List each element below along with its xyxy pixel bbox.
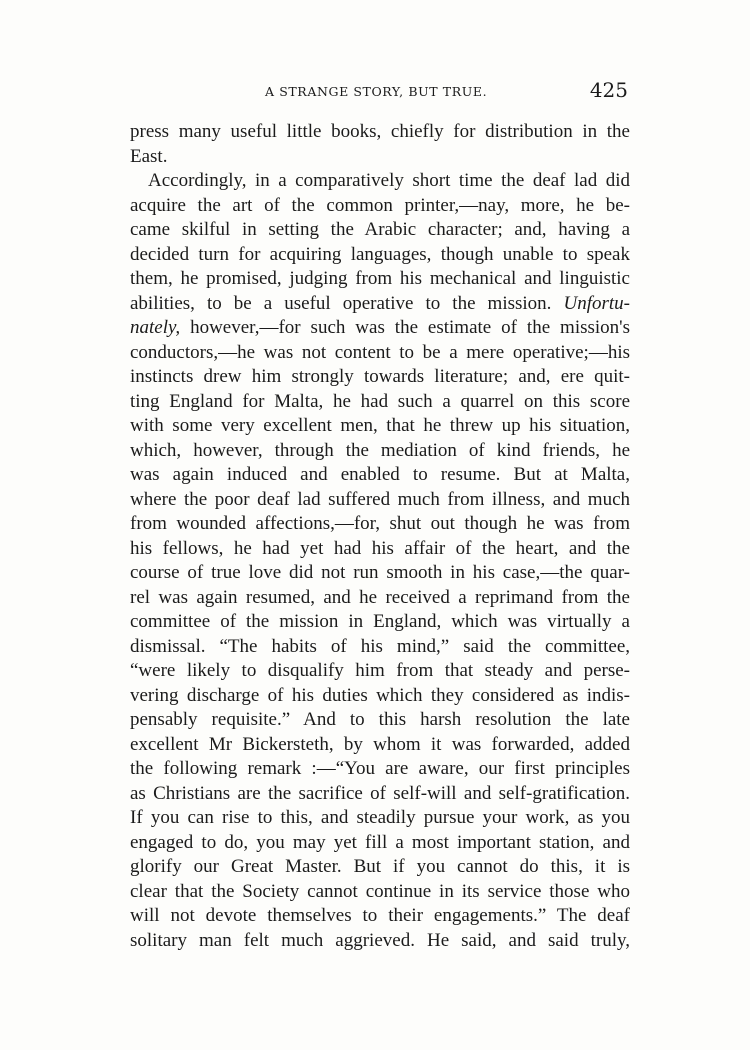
text-line xyxy=(130,684,630,709)
line-text: East. xyxy=(130,145,168,167)
line-text: ting England for Malta, he had such a quarrel on this score xyxy=(130,390,630,412)
line-text: them, he promised, judging from his mechanical and linguistic xyxy=(130,268,630,289)
line-text: press many useful little books, chiefly for distribution in the xyxy=(130,121,630,142)
line-text: conductors,—he was not content to be a mere operative;—his xyxy=(130,341,630,363)
text-line xyxy=(130,218,630,243)
text-line xyxy=(130,806,630,831)
text-line xyxy=(130,782,630,807)
line-text: vering discharge of his duties which they considered as indis- xyxy=(130,684,630,706)
text-line xyxy=(130,708,630,733)
line-text: dismissal. “The habits of his mind,” said the committee, xyxy=(130,635,630,657)
text-line xyxy=(130,463,630,488)
text-line xyxy=(130,733,630,758)
text-line xyxy=(130,880,630,905)
text-line xyxy=(130,512,630,537)
line-text: acquire the art of the common printer,—nay, more, he be- xyxy=(130,194,630,216)
text-line xyxy=(130,292,630,317)
text-line xyxy=(130,610,630,635)
text-line xyxy=(130,855,630,880)
line-text: which, however, through the mediation of kind friends, he xyxy=(130,439,630,461)
line-text: will not devote themselves to their engagements.” The deaf xyxy=(130,905,630,926)
running-title: A STRANGE STORY, BUT TRUE. xyxy=(265,84,488,99)
text-line xyxy=(130,267,630,292)
body-text xyxy=(130,120,630,953)
page-number: 425 xyxy=(589,78,628,102)
line-text: however,—for such was the estimate of the mission's xyxy=(180,317,630,338)
running-head xyxy=(130,80,630,106)
line-text: came skilful in setting the Arabic character; and, having a xyxy=(130,219,630,240)
text-line xyxy=(130,316,630,341)
line-text: decided turn for acquiring languages, though unable to speak xyxy=(130,243,630,265)
text-line xyxy=(130,757,630,782)
line-text: from wounded affections,—for, shut out though he was from xyxy=(130,513,630,534)
line-text: was again induced and enabled to resume. But at Malta, xyxy=(130,464,630,485)
text-line xyxy=(130,390,630,415)
line-text: rel was again resumed, and he received a reprimand from the xyxy=(130,586,630,608)
line-text: instincts drew him strongly towards literature; and, ere quit- xyxy=(130,366,630,387)
text-line xyxy=(130,243,630,268)
line-text: with some very excellent men, that he threw up his situation, xyxy=(130,415,630,436)
line-text: engaged to do, you may yet fill a most important station, and xyxy=(130,831,630,853)
text-line xyxy=(130,194,630,219)
line-text: pensably requisite.” And to this harsh resolution the late xyxy=(130,709,630,730)
text-line xyxy=(130,414,630,439)
line-text: abilities, to be a useful operative to the mission. xyxy=(130,292,564,314)
line-text: If you can rise to this, and steadily pursue your work, as you xyxy=(130,807,630,828)
line-text: as Christians are the sacrifice of self-will and self-gratification. xyxy=(130,782,630,804)
text-line xyxy=(130,145,630,170)
text-line xyxy=(130,537,630,562)
text-line xyxy=(130,904,630,929)
text-line xyxy=(130,169,630,194)
text-line xyxy=(130,120,630,145)
line-text: glorify our Great Master. But if you cannot do this, it is xyxy=(130,856,630,877)
text-line xyxy=(130,341,630,366)
text-line xyxy=(130,365,630,390)
text-line xyxy=(130,488,630,513)
line-text: the following remark :—“You are aware, our first principles xyxy=(130,758,630,779)
line-text: “were likely to disqualify him from that steady and perse- xyxy=(130,660,630,681)
line-text: where the poor deaf lad suffered much from illness, and much xyxy=(130,488,630,510)
line-text: committee of the mission in England, which was virtually a xyxy=(130,611,630,632)
line-text: Accordingly, in a comparatively short time the deaf lad did xyxy=(148,170,630,191)
line-italic-text: Unfortu- xyxy=(563,292,630,314)
line-italic-text: nately, xyxy=(130,317,181,338)
line-text: solitary man felt much aggrieved. He said, and said truly, xyxy=(130,929,630,951)
text-line xyxy=(130,831,630,856)
line-text: clear that the Society cannot continue in its service those who xyxy=(130,880,630,902)
text-line xyxy=(130,929,630,954)
line-text: course of true love did not run smooth in his case,—the quar- xyxy=(130,562,630,583)
text-line xyxy=(130,635,630,660)
line-text: his fellows, he had yet had his affair of the heart, and the xyxy=(130,537,630,559)
text-line xyxy=(130,439,630,464)
line-text: excellent Mr Bickersteth, by whom it was forwarded, added xyxy=(130,733,630,755)
text-line xyxy=(130,586,630,611)
text-line xyxy=(130,659,630,684)
text-line xyxy=(130,561,630,586)
